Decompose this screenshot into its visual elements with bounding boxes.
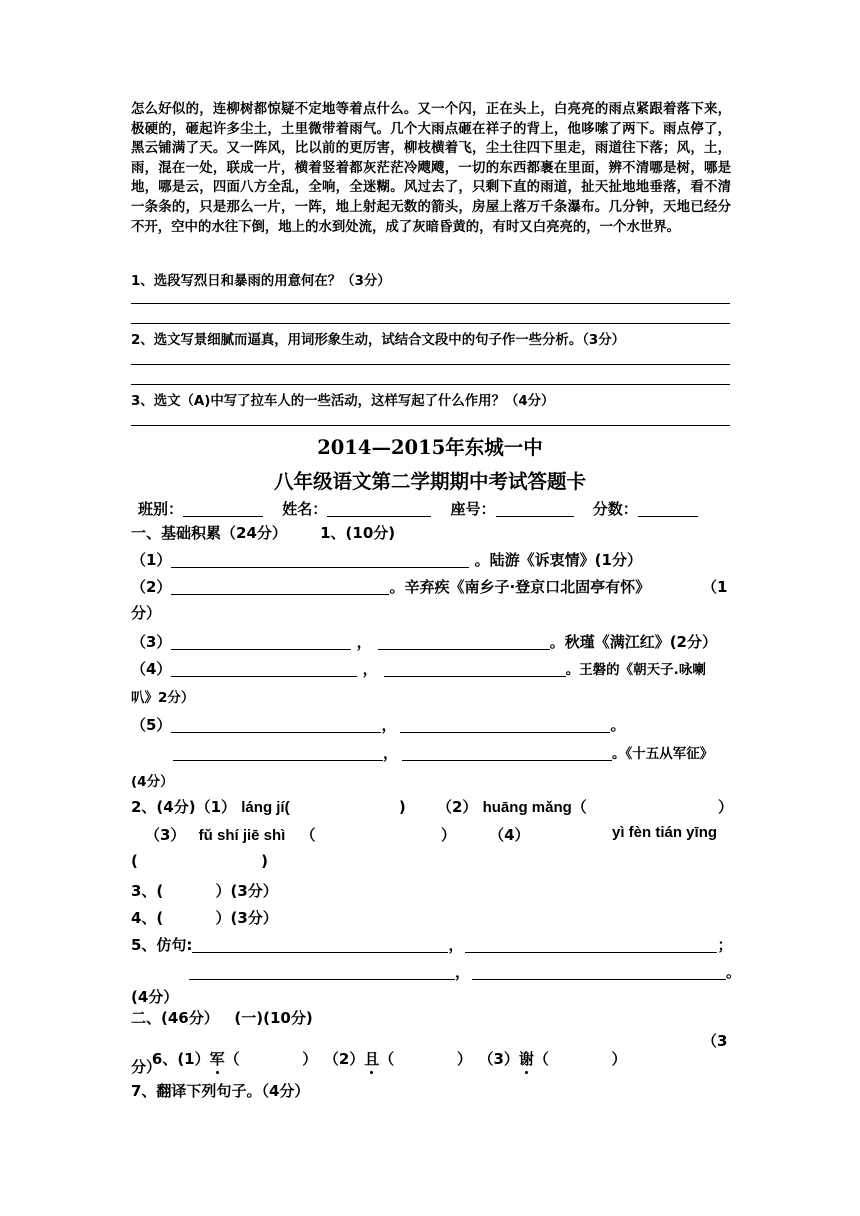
- answer-blank[interactable]: [173, 744, 383, 761]
- paren-blank: （ ）: [379, 1050, 472, 1068]
- answer-blank[interactable]: [171, 578, 389, 595]
- comma: ，: [362, 660, 378, 678]
- paren: ): [398, 798, 406, 816]
- line-source: 。王磐的《朝天子.咏喇: [565, 662, 706, 678]
- paren-blank: （ ）: [533, 1050, 627, 1068]
- q6-score: （3: [702, 1032, 728, 1050]
- paren: ): [261, 852, 268, 870]
- item-label: （2）: [131, 578, 172, 596]
- line-source: 。陆游《诉衷情》(1分）: [474, 551, 642, 569]
- comma: ，: [455, 963, 471, 981]
- question-2: 2、选文写景细腻而逼真，用词形象生动，试结合文段中的句子作一些分析。（3分）: [131, 333, 625, 348]
- question-1: 1、选段写烈日和暴雨的用意何在？（3分）: [131, 274, 391, 289]
- card-title-school: 2014—2015年东城一中: [317, 436, 543, 459]
- item-label: （4）: [489, 826, 530, 844]
- q1-line-4: [131, 658, 706, 679]
- q2-line-2: [145, 824, 530, 845]
- semicolon: ；: [717, 936, 733, 954]
- answer-line: [131, 384, 730, 385]
- class-label: 班别：: [138, 500, 184, 518]
- q2-head: 2、(4分)（1）: [131, 798, 237, 816]
- period: 。: [610, 716, 626, 734]
- answer-blank[interactable]: [384, 660, 566, 677]
- name-blank[interactable]: [327, 500, 431, 517]
- q5-score: (4分）: [131, 988, 179, 1006]
- pinyin-1: láng jí(: [241, 799, 290, 816]
- q4-line: 4、( ）(3分）: [131, 909, 278, 927]
- seat-label: 座号：: [450, 500, 496, 518]
- q6-cont: 分）: [131, 1058, 162, 1076]
- line-source: 。秋瑾《满江红》(2分）: [549, 633, 717, 651]
- answer-blank[interactable]: [472, 963, 726, 980]
- paren: ）: [440, 826, 456, 844]
- pinyin-3: fǔ shí jiē shì: [198, 827, 286, 844]
- answer-line: [131, 323, 730, 324]
- paren: (: [131, 852, 138, 870]
- section-2-header: 二、(46分） (一)(10分): [131, 1009, 313, 1027]
- answer-line: [131, 303, 730, 304]
- answer-line: [131, 364, 730, 365]
- q2-line-3: [131, 852, 268, 870]
- q1-line-5: [131, 714, 625, 735]
- item-label: （3）: [145, 826, 186, 844]
- q1-line-2-score: （1: [702, 578, 728, 596]
- pinyin-2: huāng mǎng: [482, 799, 572, 816]
- answer-blank[interactable]: [171, 660, 357, 677]
- q1-line-6-cont: (4分）: [131, 774, 174, 790]
- question-3: 3、选文（A)中写了拉车人的一些活动，这样写起了什么作用？（4分）: [131, 394, 555, 409]
- dotted-char-1: 军: [209, 1050, 225, 1068]
- period: 。: [726, 963, 742, 981]
- answer-blank[interactable]: [378, 633, 550, 650]
- q1-line-3: [131, 631, 717, 652]
- q2-line-1: [131, 796, 587, 817]
- answer-blank[interactable]: [171, 551, 469, 568]
- item-label: （5）: [131, 716, 172, 734]
- answer-blank[interactable]: [400, 716, 610, 733]
- section-1-header: [131, 522, 395, 543]
- item-label: （4）: [131, 660, 172, 678]
- item-label: （3）: [131, 633, 172, 651]
- line-source: 。《十五从军征》: [612, 746, 714, 762]
- card-title-exam: 八年级语文第二学期期中考试答题卡: [273, 470, 586, 493]
- q5-line-1: [131, 934, 732, 955]
- answer-line: [131, 425, 730, 426]
- q5-line-2: [189, 961, 741, 982]
- item-label: （1）: [131, 551, 172, 569]
- score-blank[interactable]: [638, 500, 698, 517]
- q7-line: 7、翻译下列句子。（4分）: [131, 1082, 310, 1100]
- q2-p2-close: ）: [718, 798, 734, 816]
- q6-line: [131, 1030, 627, 1087]
- line-source: 。辛弃疾《南乡子·登京口北固亭有怀》: [389, 578, 651, 596]
- paren: （: [300, 826, 316, 844]
- comma: ，: [383, 744, 399, 762]
- item-label: （3）: [485, 1050, 519, 1068]
- answer-blank[interactable]: [465, 936, 717, 953]
- info-fields: [138, 498, 698, 519]
- class-blank[interactable]: [183, 500, 263, 517]
- section-1-title: 一、基础积累（24分）: [131, 524, 287, 542]
- q1-head: 1、(10分): [320, 524, 396, 542]
- dotted-char-2: 且: [364, 1050, 380, 1068]
- q1-line-1: [131, 549, 642, 570]
- answer-blank[interactable]: [171, 633, 351, 650]
- name-label: 姓名：: [282, 500, 328, 518]
- paren: （: [571, 798, 587, 816]
- pinyin-4: yì fèn tián yīng: [612, 824, 718, 841]
- item-label: （2）: [331, 1050, 365, 1068]
- comma: ，: [356, 633, 372, 651]
- comma: ，: [448, 936, 464, 954]
- dotted-char-3: 谢: [518, 1050, 534, 1068]
- answer-blank[interactable]: [192, 936, 448, 953]
- answer-blank[interactable]: [402, 744, 612, 761]
- q1-line-4-cont: 叭》2分）: [131, 690, 195, 706]
- q5-label: 5、仿句:: [131, 936, 193, 954]
- item-label: （2）: [436, 798, 478, 816]
- paren-blank: （ ）: [224, 1050, 318, 1068]
- q3-line: 3、( ）(3分）: [131, 882, 278, 900]
- q6-label: 6、(1）: [151, 1050, 210, 1068]
- q1-line-2: [131, 576, 650, 597]
- seat-blank[interactable]: [496, 500, 574, 517]
- answer-blank[interactable]: [189, 963, 455, 980]
- q1-line-2-cont: 分）: [131, 604, 162, 622]
- answer-blank[interactable]: [171, 716, 381, 733]
- score-label: 分数：: [592, 500, 638, 518]
- q1-line-6: [173, 742, 713, 763]
- comma: ，: [381, 716, 397, 734]
- reading-passage: 怎么好似的，连柳树都惊疑不定地等着点什么。又一个闪，正在头上，白亮亮的雨点紧跟着落下来，极硬的，砸起许多尘土，土里微带着雨气。几个大雨点砸在祥子的背上，他哆嗦了两下。雨点停了，黑云铺满了天。又一阵风，比以前的更厉害，柳枝横着飞，尘土往四下里走，雨道往下落；风，土，雨，混在一处，联成一片，横着竖着都灰茫茫冷飕飕，一切的东西都裹在里面，辨不清哪是树，哪是地，哪是云，四面八方全乱，全响，全迷糊。风过去了，只剩下直的雨道，扯天扯地地垂落，看不清一条条的，只是那么一片，一阵，地上射起无数的箭头，房屋上落万千条瀑布。几分钟，天地已经分不开，空中的水往下倒，地上的水到处流，成了灰暗昏黄的，有时又白亮亮的，一个水世界。: [131, 102, 731, 235]
